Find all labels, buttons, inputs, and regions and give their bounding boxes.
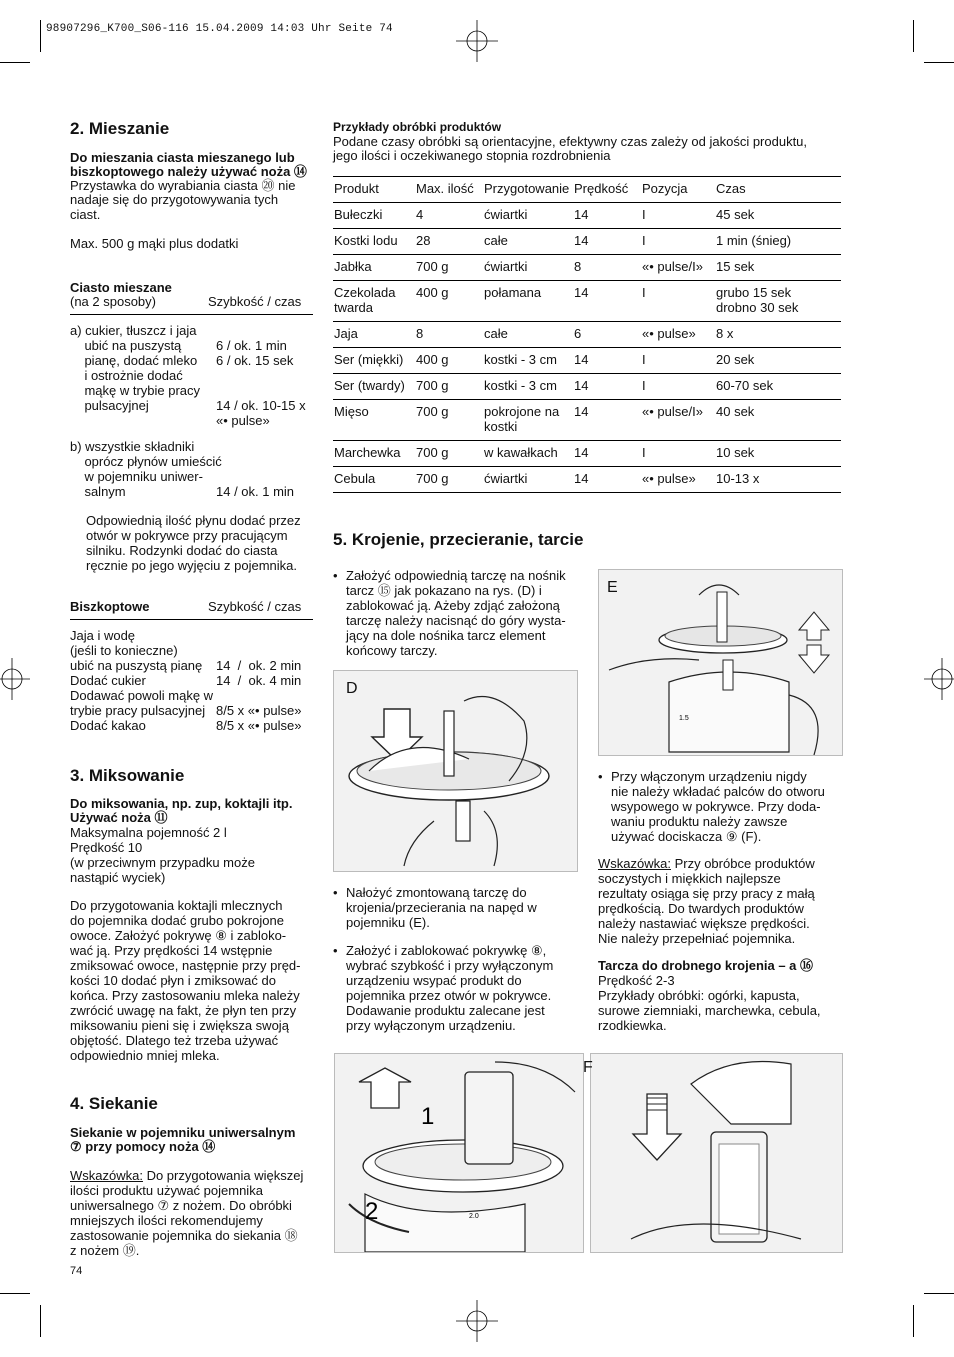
column-header: Max. ilość (415, 177, 483, 203)
table-row: Jaja 8 całe 6 «• pulse» 8 x (333, 322, 841, 348)
table-row: Mięso 700 g pokrojone na kostki 14 «• pulse/I» 40 sek (333, 400, 841, 441)
print-header: 98907296_K700_S06-116 15.04.2009 14:03 Uhr Seite 74 (46, 23, 393, 35)
table-row: Cebula 700 g ćwiartki 14 «• pulse» 10-13 x (333, 467, 841, 493)
crop-mark (0, 62, 30, 63)
text-line: (na 2 sposoby) (70, 294, 156, 309)
biszkopt-steps: Jaja i wodę (jeśli to konieczne) ubić na puszystą pianę Dodać cukier Dodawać powoli mąkę w trybie pracy pulsacyjnej Dodać kakao (70, 628, 214, 733)
column-header: Czas (715, 177, 841, 203)
recipe-b-note: Odpowiednią ilość płynu dodać przez otwór w pokrywce przy pracującym silniku. Rodzynki dodać do ciasta ręcznie po jego wyjęciu z pojemnika. (86, 513, 301, 573)
text-line: Do mieszania ciasta mieszanego lub (70, 150, 295, 165)
disc-insertion-illustration (334, 671, 577, 871)
crop-mark (40, 1305, 41, 1337)
step-number: 2 (365, 1198, 379, 1225)
miksowanie-specs: Maksymalna pojemność 2 l Prędkość 10 (w przeciwnym przypadku może nastąpić wyciek) (70, 825, 255, 885)
hint-line: Wskazówka: Do przygotowania większej (70, 1168, 304, 1183)
miksowanie-paragraph: Do przygotowania koktajli mlecznych do pojemnika dodać grubo pokrojone owoce. Założyć pokrywę ⑧ i zabloko- wać ją. Przy prędkości 14 wstępnie zmiksować owoce, następnie przy pręd- kości 10 dodać płyn i zmiksować do końca. Przy zastosowaniu mleka należy zwrócić uwagę na fakt, że płyn ten przy miksowaniu pieni się i zwiększa swoją objętość. Dlatego też trzeba używać odpowiednio mniej mleka. (70, 898, 301, 1063)
bullet-icon: • (333, 885, 338, 900)
crop-mark (913, 1305, 914, 1337)
crop-mark (0, 1293, 30, 1294)
divider (70, 619, 313, 620)
column-header: Szybkość / czas (208, 294, 302, 309)
text-line: Siekanie w pojemniku uniwersalnym (70, 1125, 296, 1140)
column-header: Szybkość / czas (208, 599, 302, 614)
table-row: Bułeczki 4 ćwiartki 14 I 45 sek (333, 203, 841, 229)
recipe-b-steps: b) wszystkie składniki oprócz płynów umieścić w pojemniku uniwer- salnym (70, 439, 222, 499)
text-line: ciast. (70, 207, 101, 222)
scale-mark: 1.5 (679, 715, 689, 722)
subsection-title: Biszkoptowe (70, 599, 150, 614)
disc-on-bowl-illustration (599, 570, 842, 755)
crop-mark (40, 20, 41, 52)
table-row: Jabłka 700 g ćwiartki 8 «• pulse/I» 15 sek (333, 255, 841, 281)
bullet-icon: • (598, 769, 603, 784)
column-header: Produkt (333, 177, 415, 203)
subsection-title: Tarcza do drobnego krojenia – a ⑯ (598, 958, 814, 973)
siekanie-hint: ilości produktu używać pojemnika uniwersalnego ⑦ z nożem. Do obróbki mniejszych ilości rekomendujemy zastosowanie pojemnika do siekania ⑱ z nożem ⑲. (70, 1183, 298, 1258)
text-line: ⑦ przy pomocy noża ⑭ (70, 1139, 216, 1154)
section-siekanie-title: 4. Siekanie (70, 1094, 158, 1113)
hint-line: Wskazówka: Przy obróbce produktów (598, 856, 815, 871)
crop-mark (913, 20, 914, 52)
pusher-illustration (591, 1054, 842, 1252)
registration-mark-icon (924, 658, 954, 700)
crop-mark (924, 1293, 954, 1294)
recipe-b-speed: 14 / ok. 1 min (216, 484, 295, 499)
bullet-text: Założyć odpowiednią tarczę na nośnik tarcz ⑮ jak pokazano na rys. (D) i zablokować ją. Ażeby zdjąć założoną tarczę należy nacisnąć do góry wysta- jący na dole nośnika tarcz element końcowy tarczy. (346, 568, 566, 658)
processing-table (333, 176, 841, 493)
table-row: Marchewka 700 g w kawałkach 14 I 10 sek (333, 441, 841, 467)
recipe-a-steps: a) cukier, tłuszcz i jaja ubić na puszystą pianę, dodać mleko i ostrożnie dodać mąkę w trybie pracy pulsacyjnej (70, 323, 201, 413)
bullet-text: Przy włączonym urządzeniu nigdy nie należy wkładać palców do otworu wsypowego w pokrywce. Przy doda- waniu produktu należy zawsze używać dociskacza ⑨ (F). (611, 769, 825, 844)
figure-e: E 1.5 (598, 569, 843, 756)
table-row: Czekolada twarda 400 g połamana 14 I grubo 15 sek drobno 30 sek (333, 281, 841, 322)
divider (70, 314, 313, 315)
lid-lock-illustration (335, 1054, 583, 1252)
text-line: Używać noża ⑪ (70, 810, 168, 825)
recipe-a-speeds: 6 / ok. 1 min 6 / ok. 15 sek 14 / ok. 10-15 x «• pulse» (216, 338, 306, 428)
bullet-icon: • (333, 568, 338, 583)
tarcza-text: Prędkość 2-3 Przykłady obróbki: ogórki, kapusta, surowe ziemniaki, marchewka, cebula, rzodkiewka. (598, 973, 821, 1033)
table-row: Ser (twardy) 700 g kostki - 3 cm 14 I 60-70 sek (333, 374, 841, 400)
krojenie-hint: soczystych i miękkich najlepsze rezultaty osiąga się przy pracy z małą prędkością. Do twardych produktów należy nastawiać większe prędkości. Nie należy przepełniać pojemnika. (598, 871, 815, 946)
text-line: biszkoptowego należy używać noża ⑭ (70, 164, 307, 179)
section-krojenie-title: 5. Krojenie, przecieranie, tarcie (333, 530, 584, 549)
table-row: Kostki lodu 28 całe 14 I 1 min (śnieg) (333, 229, 841, 255)
crop-mark (924, 62, 954, 63)
text-line: Przystawka do wyrabiania ciasta ⑳ nie (70, 178, 296, 193)
page-number: 74 (70, 1265, 83, 1277)
text-line: Max. 500 g mąki plus dodatki (70, 236, 239, 251)
examples-title: Przykłady obróbki produktów (333, 120, 502, 134)
text-line: nadaje się do przygotowywania tych (70, 192, 279, 207)
registration-mark-icon (0, 658, 30, 700)
figure-f-left (334, 1053, 584, 1253)
text-line: Do miksowania, np. zup, koktajli itp. (70, 796, 293, 811)
figure-d: D (333, 670, 578, 872)
bullet-text: Założyć i zablokować pokrywkę ⑧, wybrać szybkość i przy wyłączonym urządzeniu wsypać produkt do pojemnika przez otwór w pokrywce. Dodawanie produktu zalecane jest przy wyłączonym urządzeniu. (346, 943, 554, 1033)
table-header-row (333, 177, 841, 203)
biszkopt-speeds: 14 / ok. 2 min 14 / ok. 4 min 8/5 x «• pulse» 8/5 x «• pulse» (216, 658, 302, 733)
registration-mark-icon (456, 1300, 498, 1342)
subsection-title: Ciasto mieszane (70, 280, 172, 295)
text-line: jego ilości i oczekiwanego stopnia rozdrobnienia (333, 148, 611, 163)
table-row: Ser (miękki) 400 g kostki - 3 cm 14 I 20 sek (333, 348, 841, 374)
section-mieszanie-title: 2. Mieszanie (70, 119, 170, 138)
step-number: 1 (421, 1103, 435, 1130)
registration-mark-icon (456, 20, 498, 62)
text-line: Podane czasy obróbki są orientacyjne, efektywny czas zależy od jakości produktu, (333, 134, 808, 149)
column-header: Pozycja (641, 177, 715, 203)
column-header: Przygotowanie (483, 177, 573, 203)
column-header: Prędkość (573, 177, 641, 203)
figure-f-right: F (590, 1053, 843, 1253)
bullet-icon: • (333, 943, 338, 958)
bullet-text: Nałożyć zmontowaną tarczę do krojenia/przecierania na napęd w pojemniku (E). (346, 885, 537, 930)
scale-mark: 2.0 (469, 1213, 479, 1220)
section-miksowanie-title: 3. Miksowanie (70, 766, 185, 785)
